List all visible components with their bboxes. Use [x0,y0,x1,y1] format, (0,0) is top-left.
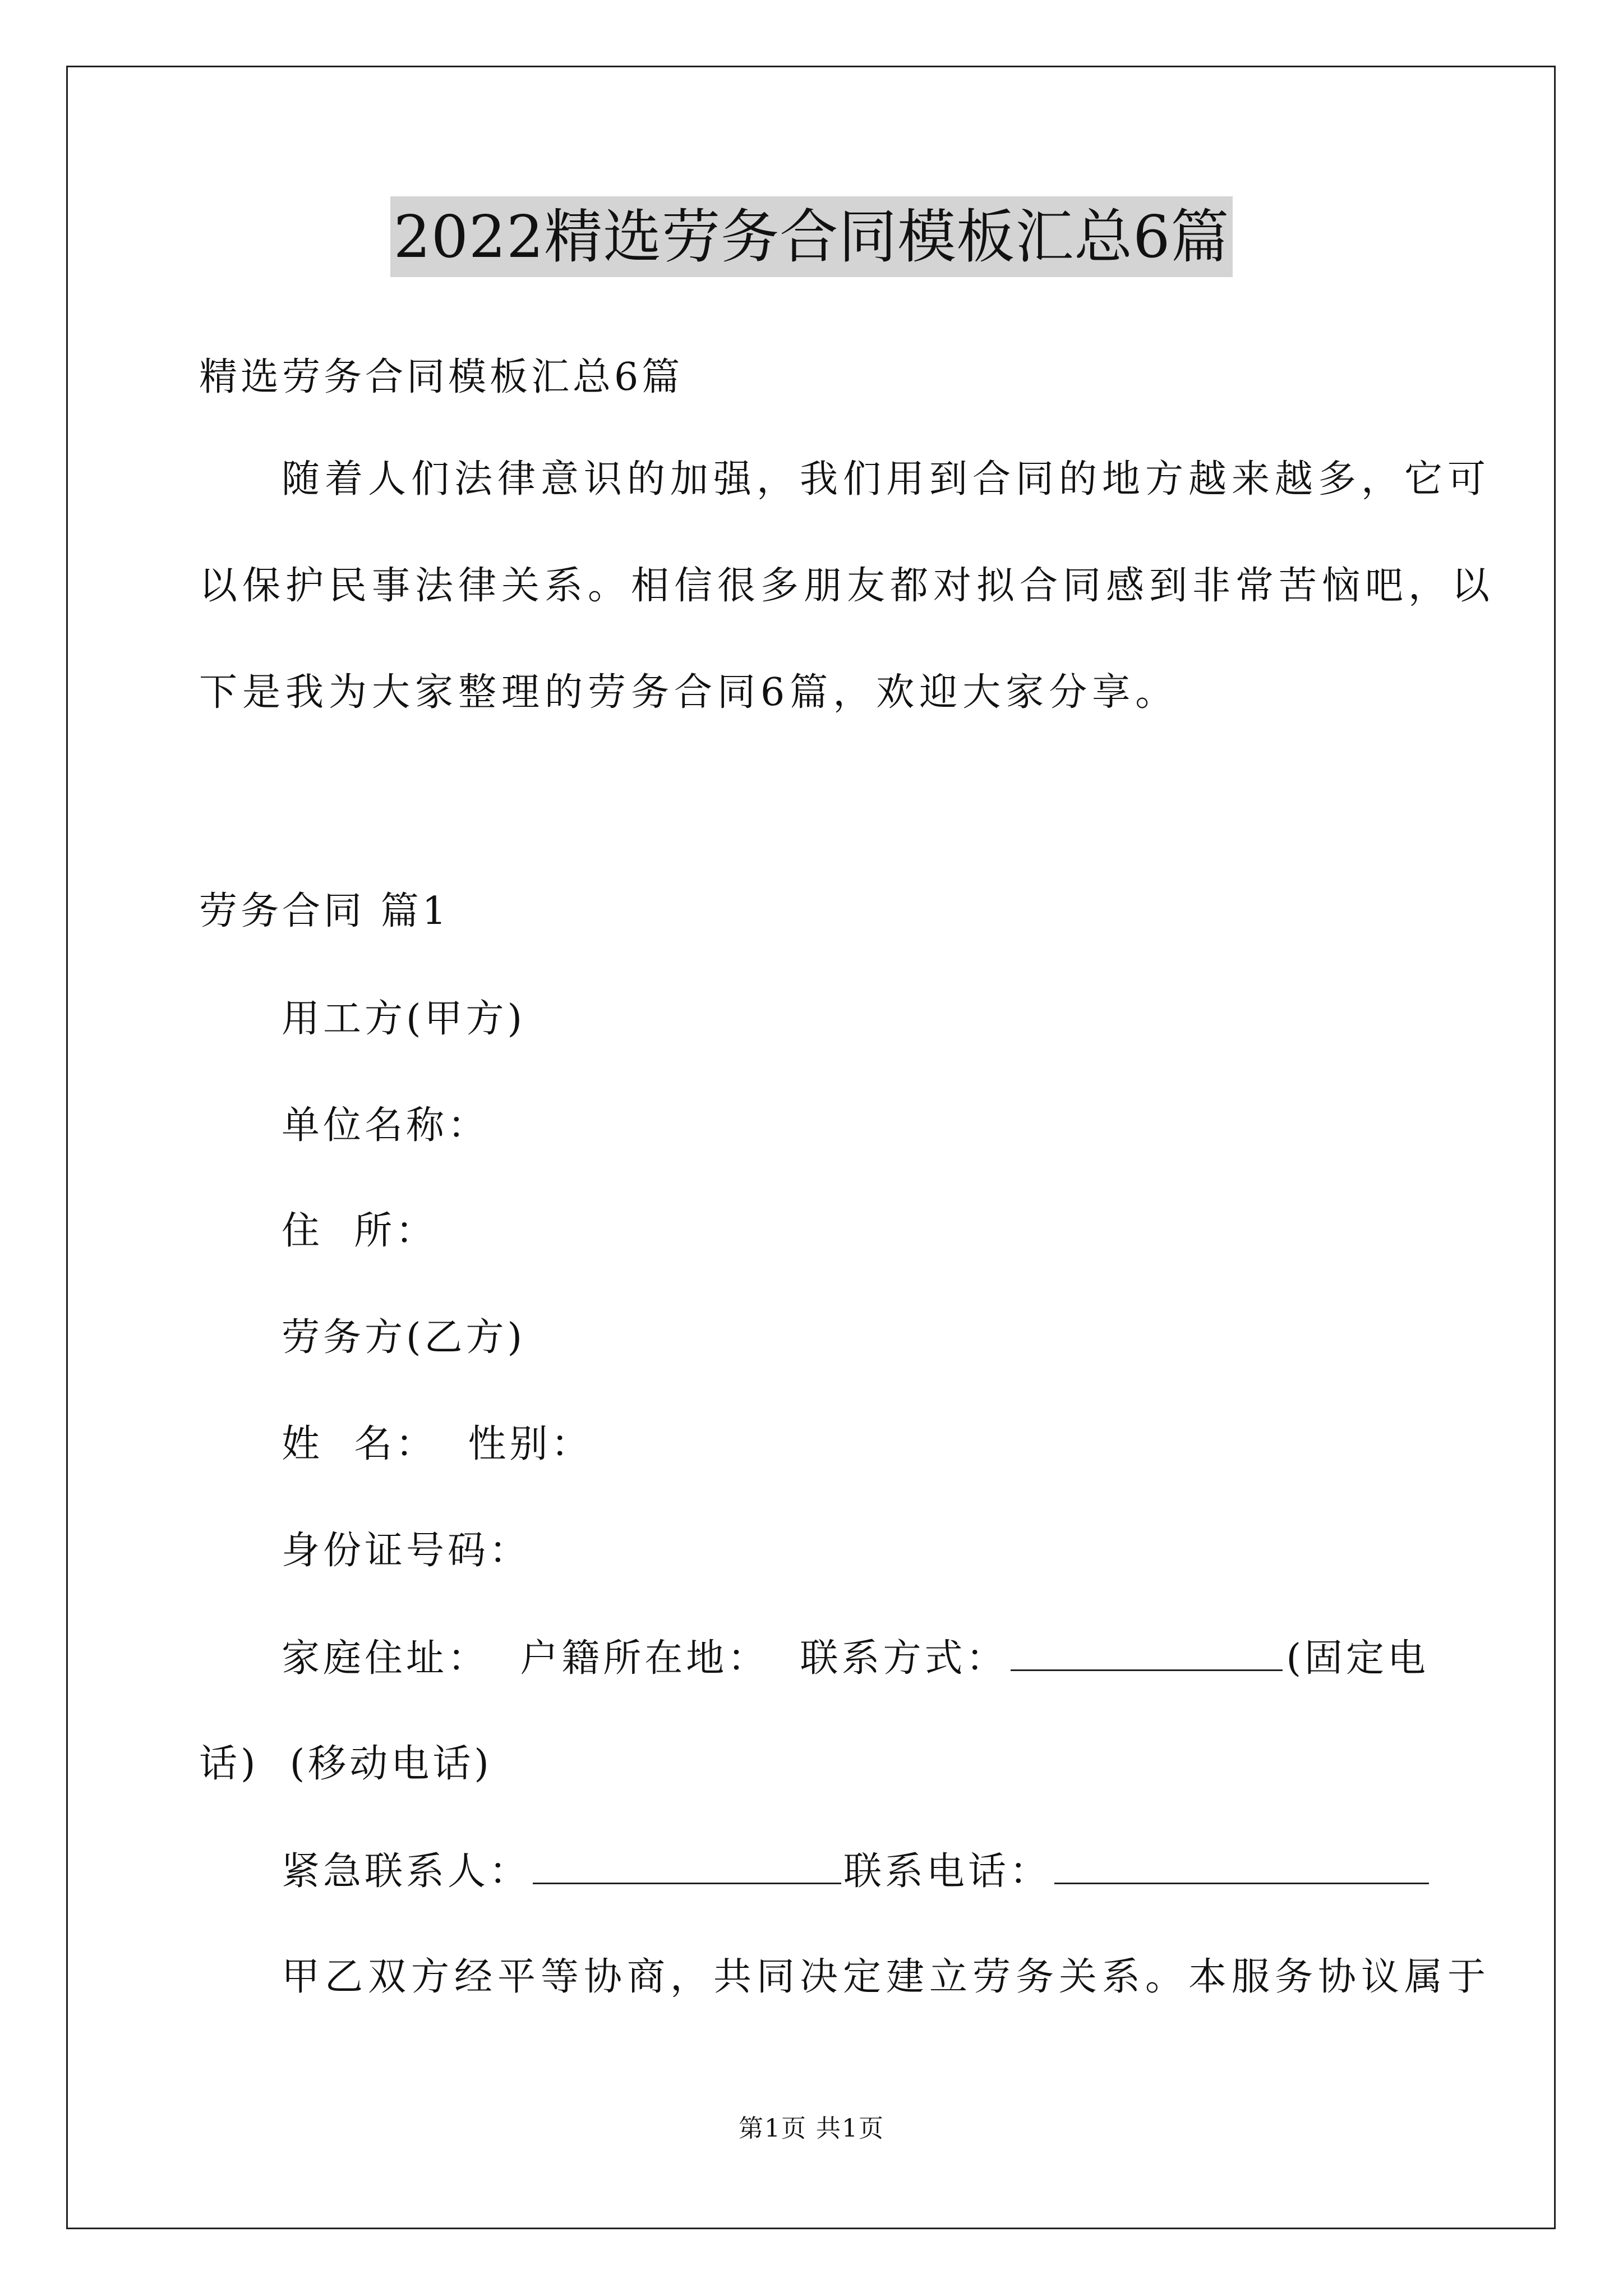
field-address: 住 所： [282,1209,437,1253]
field-emergency-contact: 紧急联系人： [282,1849,531,1894]
field-unit-name: 单位名称： [282,1103,490,1148]
fixed-phone-blank [1011,1632,1283,1671]
field-employer: 用工方(甲方) [282,997,526,1041]
page-footer: 第1页 共1页 [739,2114,884,2143]
field-home-address: 家庭住址： 户籍所在地： 联系方式： [282,1636,1008,1681]
emergency-contact-blank [533,1846,841,1884]
closing-line: 甲乙双方经平等协商，共同决定建立劳务关系。本服务协议属于 [282,1955,1491,1999]
field-home-address-row [282,1632,1429,1684]
field-id-number: 身份证号码： [282,1529,531,1573]
intro-line-1 [282,454,1491,505]
field-name-gender: 姓 名： 性别： [282,1422,593,1466]
document-subtitle: 精选劳务合同模板汇总6篇 [199,355,684,399]
field-fixed-phone: (固定电 [1286,1636,1429,1681]
intro-line-3: 下是我为大家整理的劳务合同6篇，欢迎大家分享。 [199,670,1179,715]
field-worker: 劳务方(乙方) [282,1315,526,1360]
document-title: 2022精选劳务合同模板汇总6篇 [390,196,1233,277]
field-contact-phone: 联系电话： [843,1849,1052,1894]
intro-line-2: 以保护民事法律关系。相信很多朋友都对拟合同感到非常苦恼吧，以 [199,564,1495,608]
field-emergency-row [282,1846,1429,1897]
contact-phone-blank [1054,1846,1429,1884]
intro-text-1: 随着人们法律意识的加强，我们用到合同的地方越来越多，它可 [282,457,1491,501]
field-phone-cont: 话) (移动电话) [199,1742,492,1786]
section-heading: 劳务合同 篇1 [199,889,450,933]
title-wrap [0,196,1623,277]
